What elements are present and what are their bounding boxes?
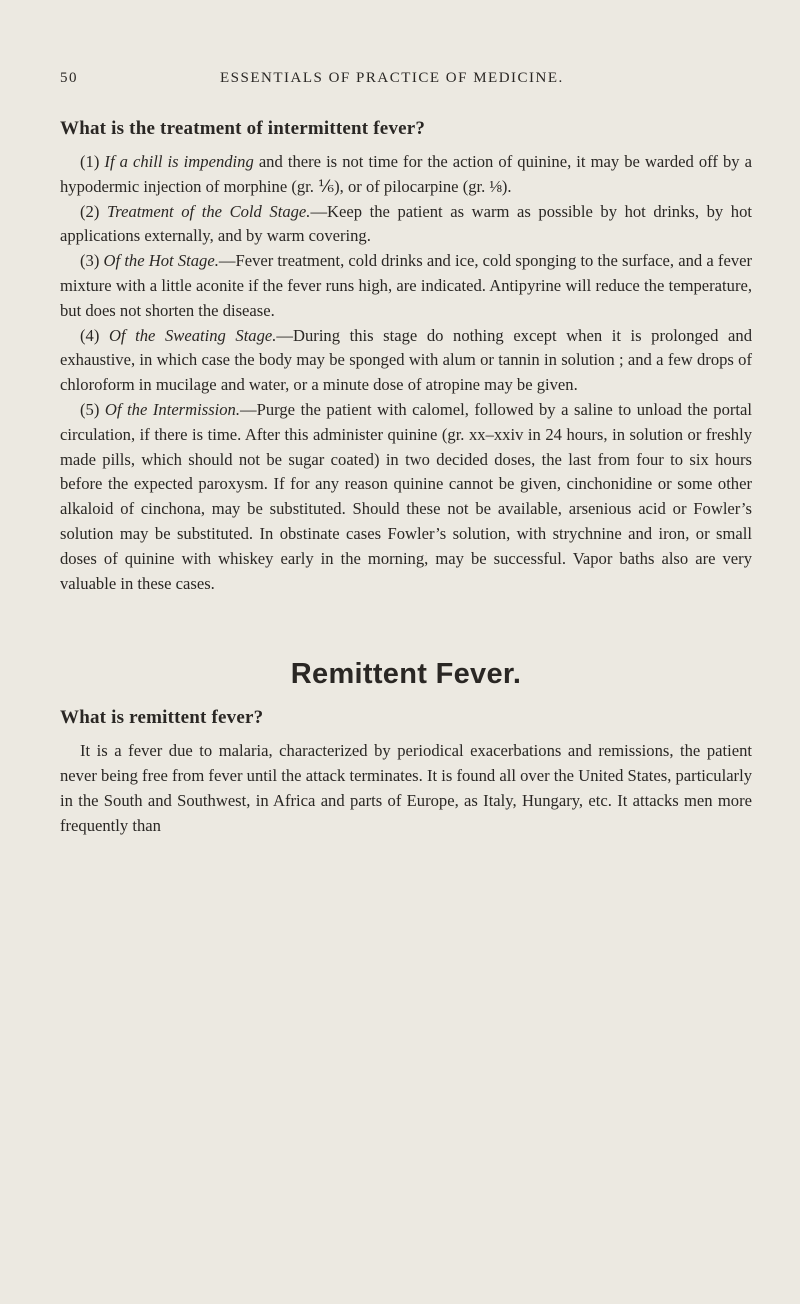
item-body: —Purge the patient with calomel, followed by a saline to unload the portal circulation, if there is time. After this administer quinine (gr. xx–xxiv in 24 hours, in solution or freshly made pills, which should not be sugar coated) in two decided doses, the last from four to six hours before the expected paroxysm. If for any reason quinine cannot be given, cinchonidine or some other alkaloid of cinchona, may be substituted. Should these not be available, arsenious acid or Fowler’s solution may be substituted. In obstinate cases Fowler’s solution, with strychnine and iron, or small doses of quinine with whiskey early in the morning, may be successful. Vapor baths also are very valuable in these cases.: [60, 399, 752, 593]
paragraph-remittent-definition: It is a fever due to malaria, characterized by periodical exacerbations and remissions, the patient never being free from fever until the attack terminates. It is found all over the United States, particularly in the South and Southwest, in Africa and parts of Europe, as Italy, Hungary, etc. It attacks men more frequently than: [60, 741, 752, 835]
item-heading: Of the Hot Stage.: [103, 251, 219, 271]
question-intermittent-treatment: What is the treatment of intermittent fever?: [60, 118, 426, 139]
item-heading: If a chill is impending: [104, 152, 254, 171]
item-heading: Of the Intermission.: [104, 399, 241, 419]
item-body: —Keep the patient as warm as possible by hot drinks, by hot applications externally, and by warm covering.: [60, 201, 752, 246]
item-number: (2): [80, 201, 107, 221]
item-body: and there is not time for the action of quinine, it may be warded off by a hypodermic injection of morphine (gr. ⅙), or of pilocarpine (gr. ⅛).: [60, 152, 752, 196]
item-number: (4): [80, 325, 109, 345]
section-title-remittent-fever: Remittent Fever.: [290, 658, 522, 691]
paragraph-intermission: [60, 398, 752, 596]
paragraph-chill-impending: [60, 150, 752, 200]
page-header: [60, 70, 752, 100]
paragraph-cold-stage: [60, 200, 752, 250]
item-body: —Fever treatment, cold drinks and ice, cold sponging to the surface, and a fever mixture with a little aconite if the fever runs high, are indicated. Antipyrine will reduce the temperature, but does not shorten the disease.: [60, 251, 753, 320]
question-remittent-fever: What is remittent fever?: [60, 707, 264, 729]
item-heading: Treatment of the Cold Stage.: [106, 201, 311, 221]
item-heading: Of the Sweating Stage.: [108, 325, 277, 345]
running-head: ESSENTIALS OF PRACTICE OF MEDICINE.: [220, 70, 564, 86]
paragraph-hot-stage: [60, 249, 752, 323]
paragraph-sweating-stage: [60, 324, 752, 398]
item-number: (1): [80, 152, 105, 171]
page-number: 50: [60, 70, 78, 86]
item-number: (3): [80, 251, 104, 271]
item-body: —During this stage do nothing except when it is prolonged and exhaustive, in which case the body may be sponged with alum or tannin in solution ; and a few drops of chloroform in mucilage and water, or a minute dose of atropine may be given.: [60, 325, 753, 395]
item-number: (5): [80, 399, 105, 419]
